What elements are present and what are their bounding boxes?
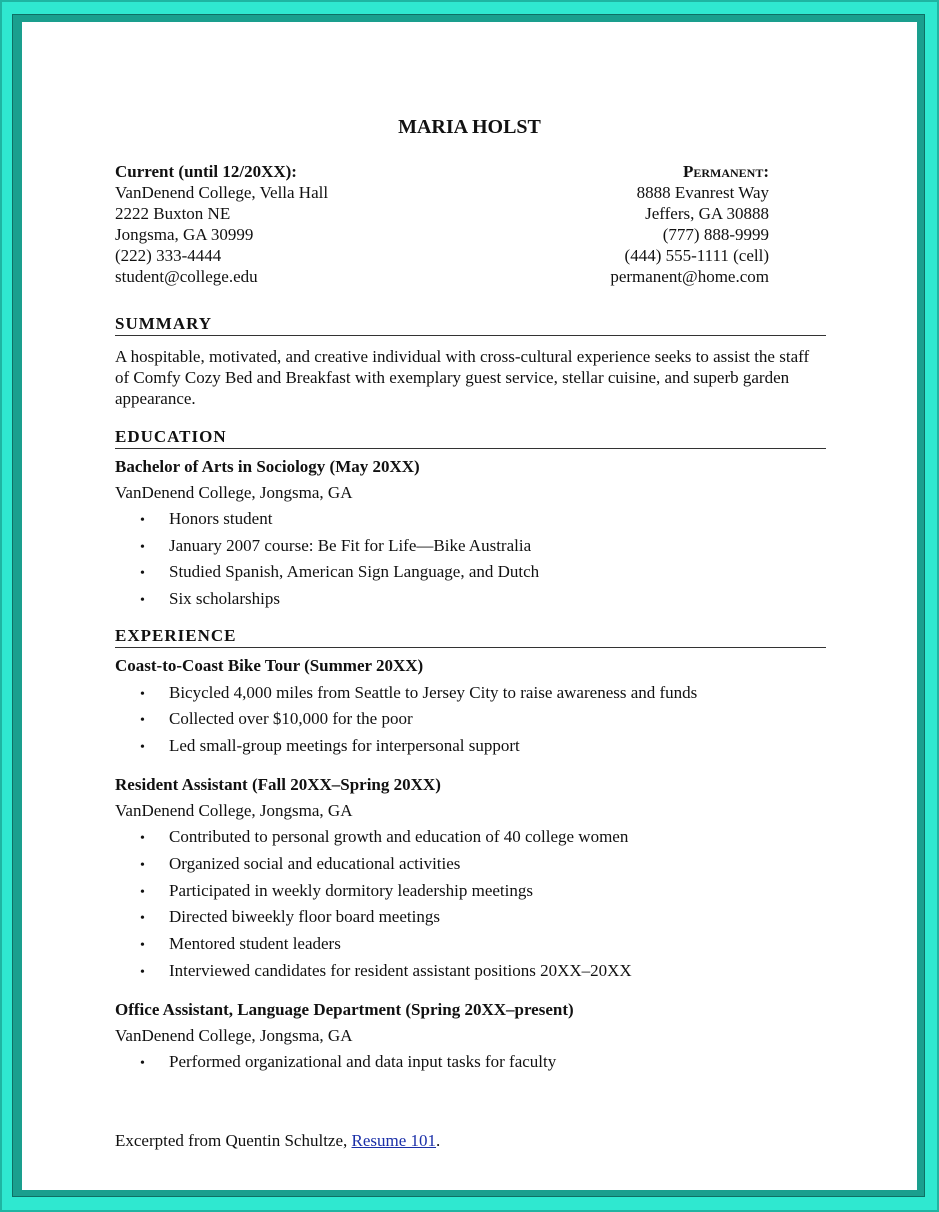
bullet-icon: •	[140, 540, 145, 555]
job-place: VanDenend College, Jongsma, GA	[115, 801, 353, 820]
permanent-phone: (777) 888-9999	[662, 225, 769, 244]
list-item: • Studied Spanish, American Sign Language, and Dutch	[140, 561, 539, 584]
list-item: • Interviewed candidates for resident assistant positions 20XX–20XX	[140, 960, 632, 983]
current-address-line: 2222 Buxton NE	[115, 204, 231, 223]
permanent-cell: (444) 555-1111 (cell)	[624, 246, 769, 265]
bullet-icon: •	[140, 713, 145, 728]
bullet-icon: •	[140, 885, 145, 900]
bullet-icon: •	[140, 566, 145, 581]
job-place: VanDenend College, Jongsma, GA	[115, 1026, 353, 1045]
resume-101-link[interactable]: Resume 101	[351, 1131, 437, 1150]
list-item: • Participated in weekly dormitory leadership meetings	[140, 880, 533, 903]
current-address-line: Jongsma, GA 30999	[115, 225, 254, 244]
list-item: • Performed organizational and data input tasks for faculty	[140, 1051, 556, 1074]
bullet-icon: •	[140, 593, 145, 608]
bullet-icon: •	[140, 740, 145, 755]
bullet-icon: •	[140, 858, 145, 873]
job-title: Resident Assistant (Fall 20XX–Spring 20XX)	[115, 775, 441, 794]
education-heading: EDUCATION	[115, 427, 826, 449]
job-title: Coast-to-Coast Bike Tour (Summer 20XX)	[115, 656, 424, 675]
list-item: • Directed biweekly floor board meetings	[140, 906, 440, 929]
summary-text: A hospitable, motivated, and creative individual with cross-cultural experience seeks to assist the staff of Comfy Cozy Bed and Breakfast with exemplary guest service, stellar cuisine, and superb garden appearance.	[115, 347, 810, 408]
permanent-address-line: 8888 Evanrest Way	[636, 183, 769, 202]
bullet-icon: •	[140, 687, 145, 702]
list-item: • Bicycled 4,000 miles from Seattle to Jersey City to raise awareness and funds	[140, 682, 697, 705]
education-school: VanDenend College, Jongsma, GA	[115, 483, 353, 502]
bullet-icon: •	[140, 911, 145, 926]
bullet-icon: •	[140, 1056, 145, 1071]
footer-prefix: Excerpted from Quentin Schultze,	[115, 1131, 352, 1150]
list-item: • Organized social and educational activities	[140, 853, 460, 876]
bullet-icon: •	[140, 938, 145, 953]
current-address-heading: Current (until 12/20XX):	[115, 162, 297, 181]
bullet-icon: •	[140, 831, 145, 846]
list-item: • Led small-group meetings for interpersonal support	[140, 735, 520, 758]
job-title: Office Assistant, Language Department (Spring 20XX–present)	[115, 1000, 574, 1019]
permanent-address-line: Jeffers, GA 30888	[645, 204, 769, 223]
current-address-line: VanDenend College, Vella Hall	[115, 183, 329, 202]
current-phone: (222) 333-4444	[115, 246, 222, 265]
list-item: • January 2007 course: Be Fit for Life—Bike Australia	[140, 535, 531, 558]
permanent-email: permanent@home.com	[610, 267, 769, 286]
degree-title: Bachelor of Arts in Sociology (May 20XX)	[115, 457, 420, 476]
current-address-block	[115, 161, 328, 287]
resume-name: MARIA HOLST	[398, 116, 541, 138]
bullet-icon: •	[140, 965, 145, 980]
experience-heading: EXPERIENCE	[115, 626, 826, 648]
list-item: • Mentored student leaders	[140, 933, 341, 956]
permanent-address-heading: Permanent:	[682, 162, 769, 181]
bullet-icon: •	[140, 513, 145, 528]
summary-heading: SUMMARY	[115, 314, 826, 336]
current-email: student@college.edu	[115, 267, 258, 286]
resume-page	[22, 22, 917, 1190]
list-item: • Contributed to personal growth and education of 40 college women	[140, 826, 628, 849]
footer-suffix: .	[436, 1131, 441, 1150]
footer-citation	[115, 1130, 440, 1151]
permanent-address-block	[610, 161, 769, 287]
list-item: • Honors student	[140, 508, 272, 531]
list-item: • Six scholarships	[140, 588, 280, 611]
list-item: • Collected over $10,000 for the poor	[140, 708, 413, 731]
